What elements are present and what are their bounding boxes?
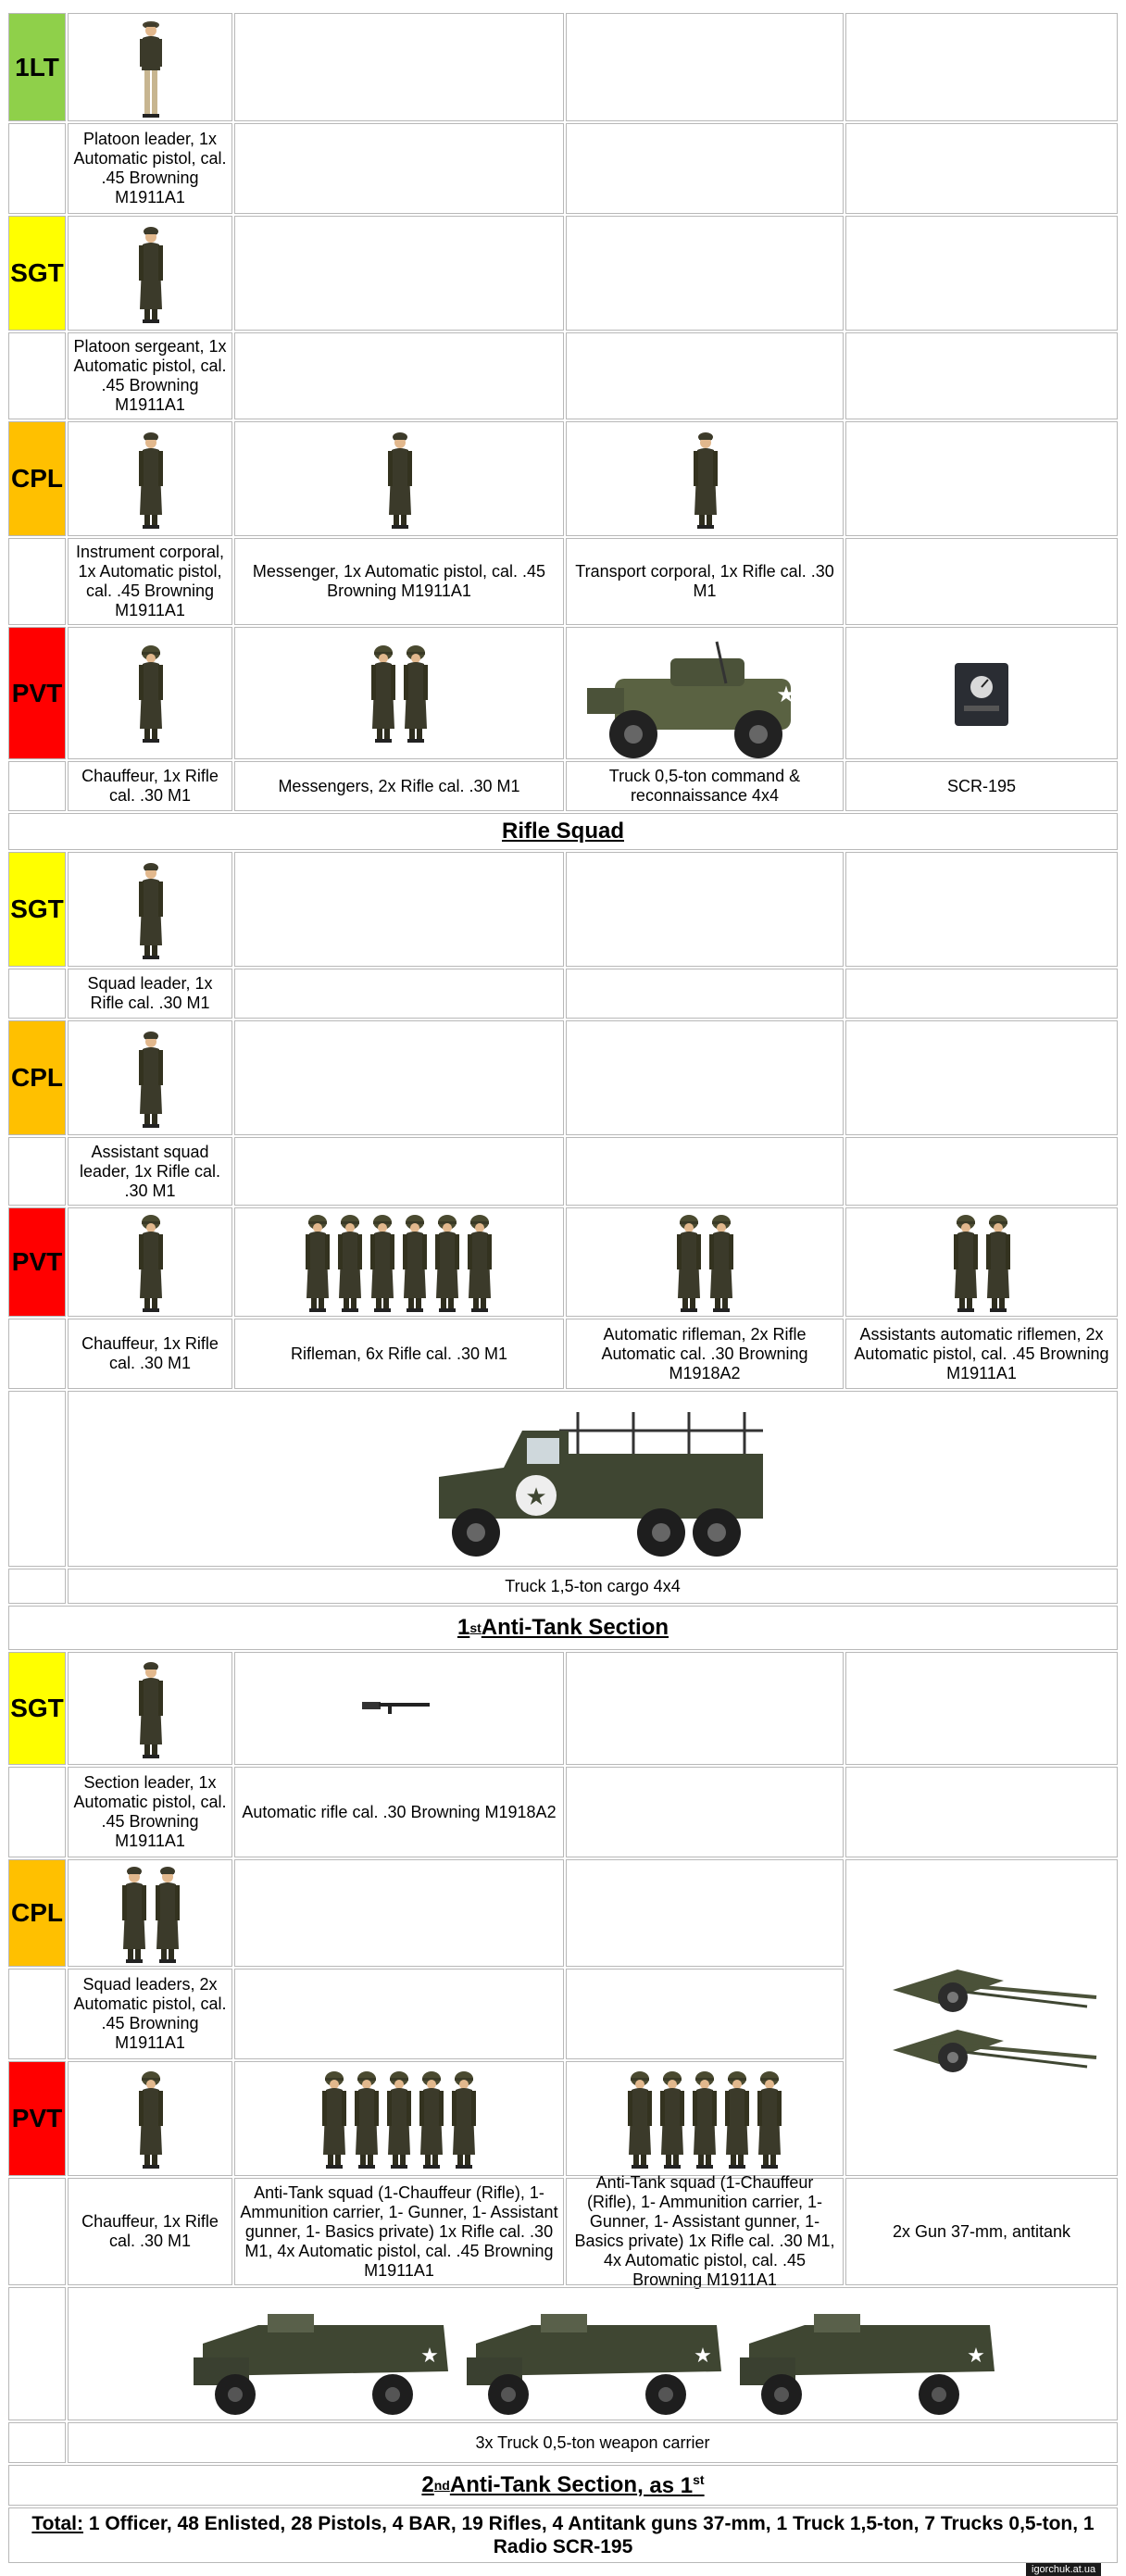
empty-cell	[566, 1137, 844, 1206]
assistant-caption: Assistant squad leader, 1x Rifle cal. .30 M1	[68, 1137, 232, 1206]
at2-tail: , as 1st	[637, 2471, 705, 2498]
at-squad-b-caption: Anti-Tank squad (1-Chauffeur (Rifle), 1- Ammunition carrier, 1- Gunner, 1- Assistant gunner, 1- Basics private) 1x Rifle cal. .30 M1, 4x Automatic pistol, cal. .45 Browning M1911A1	[566, 2178, 844, 2285]
weapon-carrier-image	[457, 2307, 735, 2418]
empty-cell	[234, 969, 564, 1019]
at-squad-a-caption: Anti-Tank squad (1-Chauffeur (Rifle), 1- Ammunition carrier, 1- Gunner, 1- Assistant gunner, 1- Basics private) 1x Rifle cal. .30 M1, 4x Automatic pistol, cal. .45 Browning M1911A1	[234, 2178, 564, 2285]
auto-rifle-figure-cell	[234, 1652, 564, 1765]
total-label: Total:	[31, 2513, 83, 2534]
empty-cell	[566, 1767, 844, 1857]
chauffeur-figure-cell	[68, 1207, 232, 1317]
soldier-figure	[135, 860, 167, 960]
empty-cell	[234, 1969, 564, 2059]
platoon-leader-figure-cell	[68, 13, 232, 121]
platoon-sergeant-caption: Platoon sergeant, 1x Automatic pistol, cal. .45 Browning M1911A1	[68, 332, 232, 419]
soldier-figure	[119, 1864, 150, 1964]
soldier-helmet-figure	[416, 2070, 447, 2170]
soldier-helmet-figure	[400, 644, 432, 744]
squad-leader-caption: Squad leader, 1x Rifle cal. .30 M1	[68, 969, 232, 1019]
messenger-caption: Messenger, 1x Automatic pistol, cal. .45 Browning M1911A1	[234, 538, 564, 625]
auto-rifle-caption: Automatic rifle cal. .30 Browning M1918A2	[234, 1767, 564, 1857]
squad-leaders-figure-cell	[68, 1859, 232, 1967]
soldier-helmet-figure	[624, 2070, 656, 2170]
soldier-helmet-figure	[351, 2070, 382, 2170]
soldier-figure	[135, 1029, 167, 1129]
empty-cell	[566, 1859, 844, 1967]
command-truck-caption: Truck 0,5-ton command & reconnaissance 4x4	[566, 761, 844, 811]
weapon-carrier-image	[184, 2307, 462, 2418]
riflemen-caption: Rifleman, 6x Rifle cal. .30 M1	[234, 1319, 564, 1389]
radio-cell	[845, 627, 1118, 759]
rank-1lt: 1LT	[8, 13, 66, 121]
soldier-helmet-figure	[950, 1213, 982, 1313]
empty-cell	[566, 216, 844, 331]
messengers-caption: Messengers, 2x Rifle cal. .30 M1	[234, 761, 564, 811]
empty-cell	[234, 1137, 564, 1206]
empty-cell	[566, 332, 844, 419]
soldier-helmet-figure	[135, 2070, 167, 2170]
soldier-helmet-figure	[657, 2070, 688, 2170]
empty-cell	[845, 421, 1118, 536]
soldier-helmet-figure	[464, 1213, 495, 1313]
soldier-helmet-figure	[982, 1213, 1014, 1313]
empty-cell	[566, 1020, 844, 1135]
chauffeur-figure-cell	[68, 2061, 232, 2176]
soldier-helmet-figure	[689, 2070, 720, 2170]
rank-cpl: CPL	[8, 1020, 66, 1135]
empty-cell	[566, 123, 844, 214]
empty-cell	[8, 538, 66, 625]
soldier-helmet-figure	[721, 2070, 753, 2170]
empty-cell	[8, 1137, 66, 1206]
at2-header: 2 nd Anti-Tank Section , as 1st	[8, 2465, 1118, 2506]
soldier-helmet-figure	[754, 2070, 785, 2170]
at1-header: 1 st Anti-Tank Section	[8, 1606, 1118, 1650]
at-squad-a-figure-cell	[234, 2061, 564, 2176]
rank-sgt: SGT	[8, 1652, 66, 1765]
total-text: 1 Officer, 48 Enlisted, 28 Pistols, 4 BAR, 19 Rifles, 4 Antitank guns 37-mm, 1 Truck 1,5-ton, 7 Trucks 0,5-ton, 1 Radio SCR-195	[83, 2513, 1095, 2557]
soldier-helmet-figure	[368, 644, 399, 744]
rank-cpl: CPL	[8, 1859, 66, 1967]
chauffeur-caption: Chauffeur, 1x Rifle cal. .30 M1	[68, 2178, 232, 2285]
soldier-helmet-figure	[399, 1213, 431, 1313]
at-guns-caption: 2x Gun 37-mm, antitank	[845, 2178, 1118, 2285]
soldier-figure	[135, 430, 167, 530]
empty-cell	[8, 1569, 66, 1604]
empty-cell	[8, 332, 66, 419]
assistant-figure-cell	[68, 1020, 232, 1135]
command-truck-image	[578, 632, 828, 762]
soldier-figure	[384, 430, 416, 530]
empty-cell	[234, 852, 564, 967]
command-truck-cell	[566, 627, 844, 759]
empty-cell	[566, 969, 844, 1019]
empty-cell	[845, 332, 1118, 419]
empty-cell	[845, 13, 1118, 121]
platoon-sergeant-figure-cell	[68, 216, 232, 331]
soldier-helmet-figure	[319, 2070, 350, 2170]
at-gun-image	[874, 1953, 1106, 2018]
cargo-truck-image	[420, 1403, 772, 1560]
soldier-figure	[690, 430, 721, 530]
empty-cell	[234, 1020, 564, 1135]
empty-cell	[8, 2178, 66, 2285]
empty-cell	[8, 1767, 66, 1857]
rank-sgt: SGT	[8, 216, 66, 331]
empty-cell	[8, 123, 66, 214]
transport-corporal-caption: Transport corporal, 1x Rifle cal. .30 M1	[566, 538, 844, 625]
at-guns-cell	[845, 1859, 1118, 2176]
empty-cell	[234, 1859, 564, 1967]
empty-cell	[8, 2287, 66, 2420]
empty-cell	[845, 969, 1118, 1019]
total-row	[8, 2507, 1118, 2563]
rank-pvt: PVT	[8, 1207, 66, 1317]
chauffeur-figure-cell	[68, 627, 232, 759]
squad-leader-figure-cell	[68, 852, 232, 967]
empty-cell	[566, 13, 844, 121]
transport-corporal-figure-cell	[566, 421, 844, 536]
soldier-figure	[152, 1864, 183, 1964]
soldier-helmet-figure	[367, 1213, 398, 1313]
watermark: igorchuk.at.ua	[1026, 2563, 1101, 2576]
empty-cell	[845, 1767, 1118, 1857]
assistants-caption: Assistants automatic riflemen, 2x Automatic pistol, cal. .45 Browning M1911A1	[845, 1319, 1118, 1389]
messenger-figure-cell	[234, 421, 564, 536]
soldier-helmet-figure	[432, 1213, 463, 1313]
weapon-carriers-cell	[68, 2287, 1118, 2420]
section-leader-figure-cell	[68, 1652, 232, 1765]
soldier-figure	[135, 224, 167, 324]
empty-cell	[845, 1137, 1118, 1206]
empty-cell	[234, 216, 564, 331]
assistants-figure-cell	[845, 1207, 1118, 1317]
cargo-truck-caption: Truck 1,5-ton cargo 4x4	[68, 1569, 1118, 1604]
auto-riflemen-figure-cell	[566, 1207, 844, 1317]
empty-cell	[8, 1969, 66, 2059]
rank-cpl: CPL	[8, 421, 66, 536]
empty-cell	[8, 969, 66, 1019]
empty-cell	[8, 761, 66, 811]
empty-cell	[234, 123, 564, 214]
rank-sgt: SGT	[8, 852, 66, 967]
soldier-helmet-figure	[706, 1213, 737, 1313]
empty-cell	[845, 216, 1118, 331]
weapon-carrier-image	[731, 2307, 1008, 2418]
at-gun-image	[874, 2013, 1106, 2078]
empty-cell	[8, 1319, 66, 1389]
auto-riflemen-caption: Automatic rifleman, 2x Rifle Automatic cal. .30 Browning M1918A2	[566, 1319, 844, 1389]
empty-cell	[845, 538, 1118, 625]
officer-figure	[135, 19, 167, 119]
rank-pvt: PVT	[8, 627, 66, 759]
empty-cell	[566, 1969, 844, 2059]
soldier-helmet-figure	[383, 2070, 415, 2170]
weapon-carriers-caption: 3x Truck 0,5-ton weapon carrier	[68, 2422, 1118, 2463]
instrument-corporal-figure-cell	[68, 421, 232, 536]
soldier-figure	[135, 1659, 167, 1759]
svg-text:★: ★	[525, 1482, 547, 1510]
empty-cell	[845, 1020, 1118, 1135]
soldier-helmet-figure	[334, 1213, 366, 1313]
empty-cell	[566, 852, 844, 967]
squad-leaders-caption: Squad leaders, 2x Automatic pistol, cal. .45 Browning M1911A1	[68, 1969, 232, 2059]
empty-cell	[566, 1652, 844, 1765]
rank-pvt: PVT	[8, 2061, 66, 2176]
rifle-squad-header: Rifle Squad	[8, 813, 1118, 850]
soldier-helmet-figure	[673, 1213, 705, 1313]
empty-cell	[8, 1391, 66, 1567]
empty-cell	[234, 332, 564, 419]
chauffeur-caption: Chauffeur, 1x Rifle cal. .30 M1	[68, 1319, 232, 1389]
soldier-helmet-figure	[448, 2070, 480, 2170]
instrument-corporal-caption: Instrument corporal, 1x Automatic pistol, cal. .45 Browning M1911A1	[68, 538, 232, 625]
radio-caption: SCR-195	[845, 761, 1118, 811]
riflemen-figure-cell	[234, 1207, 564, 1317]
messengers-figure-cell	[234, 627, 564, 759]
soldier-helmet-figure	[135, 1213, 167, 1313]
platoon-leader-caption: Platoon leader, 1x Automatic pistol, cal. .45 Browning M1911A1	[68, 123, 232, 214]
empty-cell	[234, 13, 564, 121]
section-leader-caption: Section leader, 1x Automatic pistol, cal. .45 Browning M1911A1	[68, 1767, 232, 1857]
radio-icon	[953, 661, 1010, 728]
soldier-helmet-figure	[302, 1213, 333, 1313]
at-squad-b-figure-cell	[566, 2061, 844, 2176]
rifle-icon	[360, 1694, 434, 1717]
cargo-truck-cell	[68, 1391, 1118, 1567]
chauffeur-caption: Chauffeur, 1x Rifle cal. .30 M1	[68, 761, 232, 811]
empty-cell	[845, 852, 1118, 967]
empty-cell	[8, 2422, 66, 2463]
soldier-helmet-figure	[135, 644, 167, 744]
empty-cell	[845, 1652, 1118, 1765]
empty-cell	[845, 123, 1118, 214]
